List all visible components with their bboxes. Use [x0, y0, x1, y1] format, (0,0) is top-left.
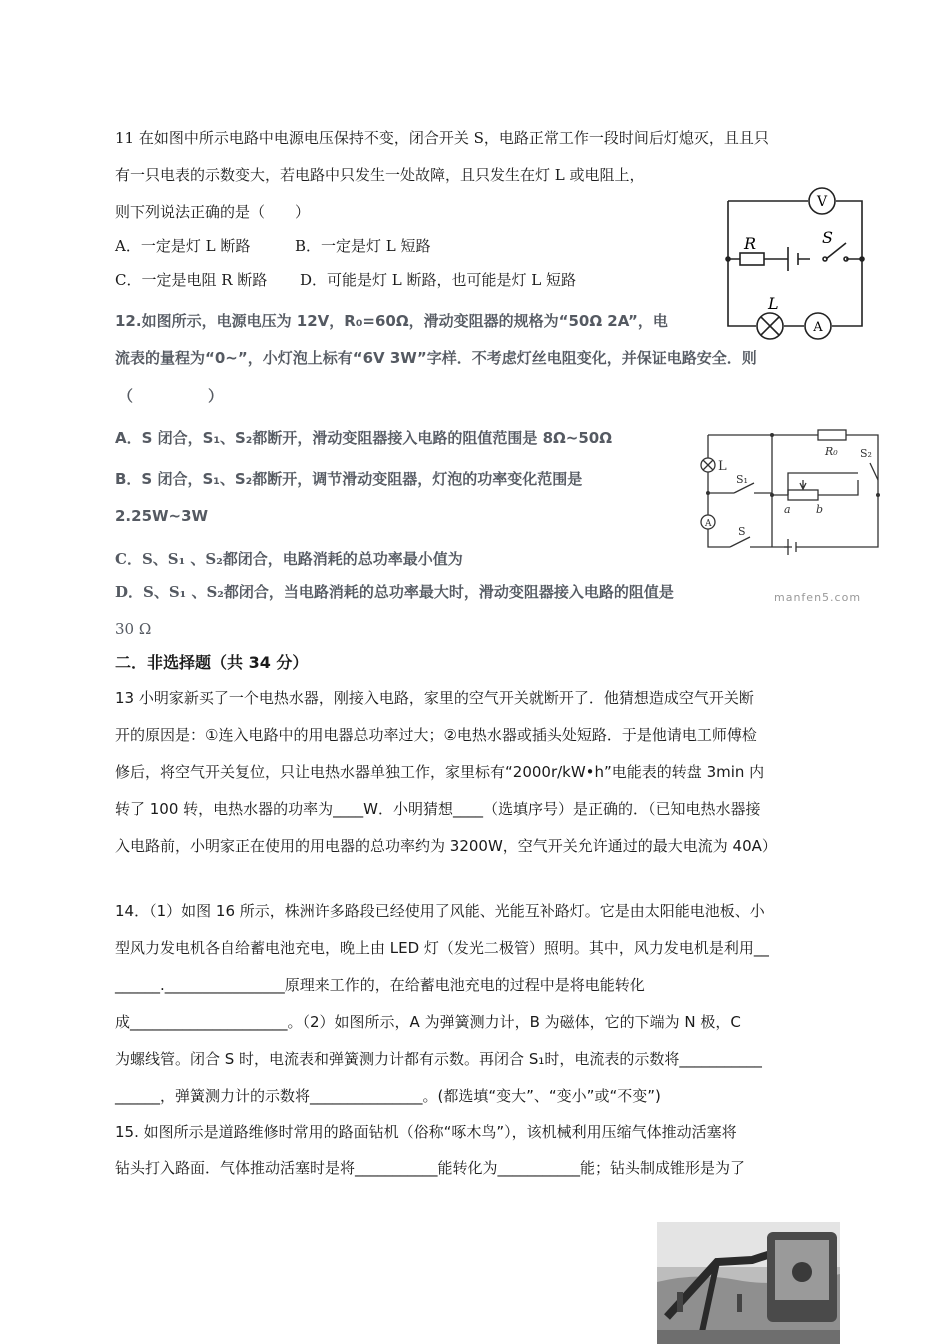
q12-line1: 12.如图所示，电源电压为 12V，R₀=60Ω，滑动变阻器的规格为“50Ω 2A”，电 — [115, 312, 668, 330]
q12-fig-b-label: b — [816, 503, 824, 516]
q12-fig-lamp-label: L — [718, 459, 727, 474]
q12-option-b-line2: 2.25W~3W — [115, 507, 209, 525]
q14-line2: 型风力发电机各自给蓄电池充电，晚上由 LED 灯（发光二极管）照明。其中，风力发电机是利用__ — [115, 939, 769, 957]
q13-line5: 入电路前，小明家正在使用的用电器的总功率约为 3200W，空气开关允许通过的最大电流为 40A） — [115, 837, 777, 855]
q12-option-d-line2: 30 Ω — [115, 620, 152, 638]
q11-fig-switch-label: S — [822, 228, 833, 247]
q12-option-c: C．S、S₁ 、S₂都闭合，电路消耗的总功率最小值为 — [115, 550, 463, 568]
q14-line4: 成_____________________。（2）如图所示，A 为弹簧测力计，B 为磁体，它的下端为 N 极，C — [115, 1013, 741, 1031]
q13-line3: 修后，将空气开关复位，只让电热水器单独工作，家里标有“2000r/kW•h”电能表的转盘 3min 内 — [115, 763, 765, 781]
road-drill-photo — [657, 1222, 840, 1344]
q13-line2: 开的原因是：①连入电路中的用电器总功率过大；②电热水器或插头处短路．于是他请电工师傅检 — [115, 726, 757, 744]
q12-option-a: A．S 闭合，S₁、S₂都断开，滑动变阻器接入电路的阻值范围是 8Ω~50Ω — [115, 429, 612, 447]
q12-fig-s-label: S — [738, 525, 746, 538]
q11-option-a: A．一定是灯 L 断路 — [115, 237, 251, 255]
q11-fig-ammeter-label: A — [813, 320, 823, 335]
q12-fig-a-label: a — [784, 503, 791, 516]
section-2-title: 二．非选择题（共 34 分） — [115, 653, 309, 672]
q12-option-b-line1: B．S 闭合，S₁、S₂都断开，调节滑动变阻器，灯泡的功率变化范围是 — [115, 470, 583, 488]
q12-option-d-line1: D．S、S₁ 、S₂都闭合，当电路消耗的总功率最大时，滑动变阻器接入电路的阻值是 — [115, 583, 674, 601]
q11-option-d: D．可能是灯 L 断路，也可能是灯 L 短路 — [300, 271, 577, 289]
q11-fig-voltmeter-label: V — [816, 194, 828, 210]
q13-line4: 转了 100 转，电热水器的功率为____W．小明猜想____（选填序号）是正确的．（已知电热水器接 — [115, 800, 761, 818]
q11-line3: 则下列说法正确的是（ ） — [115, 203, 311, 221]
q14-line1: 14．（1）如图 16 所示，株洲许多路段已经使用了风能、光能互补路灯。它是由太阳能电池板、小 — [115, 902, 765, 920]
q12-fig-ammeter-label: A — [705, 519, 712, 529]
watermark: manfen5.com — [774, 591, 862, 604]
q11-option-b: B．一定是灯 L 短路 — [295, 237, 431, 255]
q12-line2: 流表的量程为“0~”，小灯泡上标有“6V 3W”字样．不考虑灯丝电阻变化，并保证电路安全．则 — [115, 349, 757, 367]
q11-line1: 11 在如图中所示电路中电源电压保持不变，闭合开关 S，电路正常工作一段时间后灯熄灭，且且只 — [115, 129, 769, 147]
q11-line2: 有一只电表的示数变大，若电路中只发生一处故障，且只发生在灯 L 或电阻上， — [115, 166, 645, 184]
q12-fig-s2-label: S₂ — [860, 447, 872, 460]
q12-fig-r0-label: R₀ — [825, 445, 838, 458]
q13-line1: 13 小明家新买了一个电热水器，刚接入电路，家里的空气开关就断开了．他猜想造成空气开关断 — [115, 689, 754, 707]
q12-fig-s1-label: S₁ — [736, 473, 748, 486]
q11-option-c: C．一定是电阻 R 断路 — [115, 271, 268, 289]
q14-line6: ______，弹簧测力计的示数将_______________。(都选填“变大”、“变小”或“不变”) — [115, 1087, 661, 1105]
q12-circuit-diagram — [688, 425, 888, 555]
road-drill-photo-image — [657, 1222, 840, 1344]
q14-line5: 为螺线管。闭合 S 时，电流表和弹簧测力计都有示数。再闭合 S₁时，电流表的示数将___________ — [115, 1050, 762, 1068]
q15-line2: 钻头打入路面．气体推动活塞时是将___________能转化为___________能；钻头制成锥形是为了 — [115, 1159, 746, 1177]
q11-fig-resistor-label: R — [744, 234, 757, 253]
q12-line3: （ ） — [118, 387, 224, 405]
q15-line1: 15. 如图所示是道路维修时常用的路面钻机（俗称“啄木鸟”），该机械利用压缩气体推动活塞将 — [115, 1123, 737, 1141]
q11-fig-lamp-label: L — [768, 294, 779, 313]
q14-line3: ______.________________原理来工作的，在给蓄电池充电的过程中是将电能转化 — [115, 976, 645, 994]
q11-circuit-diagram — [718, 183, 868, 343]
